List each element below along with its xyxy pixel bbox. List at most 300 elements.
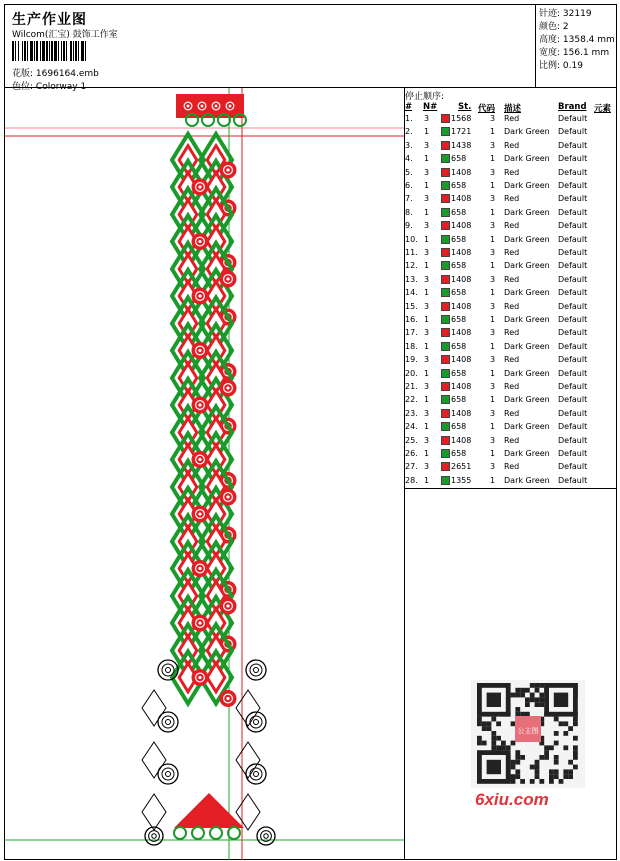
row-code: 1	[490, 395, 496, 405]
row-index: 1.	[405, 114, 413, 123]
row-n: 1	[424, 261, 430, 271]
colorway-label: 色位:	[12, 82, 34, 92]
flower-center	[215, 105, 218, 108]
qr-module	[539, 697, 544, 702]
row-stitches: 658	[451, 234, 467, 244]
table-row	[405, 315, 617, 328]
qr-module	[487, 721, 492, 726]
row-desc: Red	[504, 462, 520, 472]
row-desc: Red	[504, 140, 520, 150]
qr-module	[535, 769, 540, 774]
qr-module	[491, 745, 496, 750]
row-code: 3	[490, 328, 496, 338]
row-brand: Default	[558, 395, 588, 405]
qr-module	[520, 688, 525, 693]
row-code: 1	[490, 234, 496, 244]
qr-module	[539, 683, 544, 688]
row-stitches: 1355	[451, 475, 472, 485]
row-stitches: 658	[451, 154, 467, 164]
row-brand: Default	[558, 114, 588, 123]
qr-module	[520, 755, 525, 760]
row-code: 3	[490, 435, 496, 445]
color-swatch	[441, 355, 450, 364]
outline-flower-ring	[250, 768, 262, 780]
qr-finder	[487, 760, 501, 774]
row-stitches: 1408	[451, 408, 472, 418]
row-brand: Default	[558, 127, 588, 137]
color-swatch	[441, 342, 450, 351]
qr-module	[511, 741, 516, 746]
table-row	[405, 422, 617, 435]
row-code: 1	[490, 368, 496, 378]
specs-panel	[536, 4, 617, 88]
row-brand: Default	[558, 408, 588, 418]
outline-flower	[158, 764, 178, 784]
spec-width: 宽度: 156.1 mm	[539, 48, 610, 58]
row-code: 3	[490, 382, 496, 391]
col-element: 元素	[594, 104, 612, 114]
row-n: 3	[424, 301, 430, 311]
row-desc: Dark Green	[504, 261, 550, 271]
row-n: 1	[424, 422, 430, 432]
color-swatch	[441, 114, 450, 123]
row-index: 19.	[405, 355, 418, 365]
outline-flower-center	[264, 834, 269, 839]
table-row	[405, 342, 617, 355]
row-code: 1	[490, 261, 496, 271]
qr-module	[515, 760, 520, 765]
qr-module	[573, 750, 578, 755]
row-stitches: 1408	[451, 274, 472, 284]
table-row	[405, 302, 617, 315]
row-n: 3	[424, 435, 430, 445]
row-stitches: 1408	[451, 355, 472, 365]
outline-flower-center	[166, 720, 171, 725]
barcode	[12, 41, 120, 61]
row-desc: Dark Green	[504, 181, 550, 190]
row-brand: Default	[558, 422, 588, 432]
qr-module	[568, 760, 573, 765]
row-desc: Dark Green	[504, 368, 550, 378]
outline-flower-ring	[162, 716, 174, 728]
row-index: 9.	[405, 221, 413, 231]
color-swatch	[441, 422, 450, 431]
color-swatch	[441, 409, 450, 418]
color-swatch	[441, 315, 450, 324]
row-desc: Red	[504, 435, 520, 445]
qr-module	[573, 721, 578, 726]
row-n: 1	[424, 181, 430, 190]
row-desc: Dark Green	[504, 395, 550, 405]
qr-module	[554, 760, 559, 765]
row-index: 8.	[405, 207, 413, 217]
qr-module	[491, 731, 496, 736]
bottom-cap	[174, 793, 244, 828]
row-stitches: 658	[451, 261, 467, 271]
row-index: 13.	[405, 274, 418, 284]
row-brand: Default	[558, 288, 588, 298]
bottom-ring	[210, 827, 222, 839]
qr-module	[544, 755, 549, 760]
outline-flower-center	[166, 668, 171, 673]
qr-module	[559, 721, 564, 726]
row-code: 3	[490, 140, 496, 150]
flower-center	[226, 495, 229, 498]
qr-module	[515, 755, 520, 760]
row-stitches: 1408	[451, 382, 472, 391]
row-desc: Dark Green	[504, 288, 550, 298]
row-n: 3	[424, 355, 430, 365]
qr-module	[491, 736, 496, 741]
row-stitches: 1408	[451, 167, 472, 177]
qr-module	[535, 697, 540, 702]
table-row	[405, 328, 617, 341]
qr-module	[525, 688, 530, 693]
qr-module	[530, 765, 535, 770]
row-index: 26.	[405, 449, 418, 458]
row-desc: Red	[504, 167, 520, 177]
qr-module	[539, 693, 544, 698]
qr-module	[535, 683, 540, 688]
flower-center	[226, 168, 229, 171]
row-code: 3	[490, 167, 496, 177]
table-row	[405, 154, 617, 167]
outline-flower	[246, 660, 266, 680]
qr-module	[511, 760, 516, 765]
color-swatch	[441, 154, 450, 163]
outline-flower-ring	[162, 664, 174, 676]
row-index: 10.	[405, 234, 418, 244]
qr-finder	[554, 693, 568, 707]
flower-center	[226, 277, 229, 280]
row-brand: Default	[558, 475, 588, 485]
qr-module	[554, 769, 559, 774]
col-stitches: St.	[458, 102, 472, 112]
row-brand: Default	[558, 274, 588, 284]
row-code: 1	[490, 315, 496, 324]
row-stitches: 658	[451, 288, 467, 298]
row-index: 25.	[405, 435, 418, 445]
table-row	[405, 275, 617, 288]
qr-module	[477, 721, 482, 726]
row-code: 1	[490, 475, 496, 485]
row-brand: Default	[558, 181, 588, 190]
row-n: 1	[424, 475, 430, 485]
row-brand: Default	[558, 301, 588, 311]
row-desc: Red	[504, 355, 520, 365]
qr-module	[535, 688, 540, 693]
qr-module	[501, 741, 506, 746]
outline-diamond	[142, 794, 166, 830]
outline-flower-center	[254, 668, 259, 673]
table-row	[405, 194, 617, 207]
row-desc: Dark Green	[504, 475, 550, 485]
flower-center	[198, 240, 201, 243]
flower-center	[198, 294, 201, 297]
qr-module	[515, 750, 520, 755]
row-index: 3.	[405, 140, 413, 150]
row-n: 1	[424, 395, 430, 405]
design-label: 花版:	[12, 69, 34, 79]
watermark-brand: 6xiu.com	[475, 790, 549, 809]
qr-module	[568, 726, 573, 731]
row-desc: Red	[504, 248, 520, 257]
row-code: 3	[490, 221, 496, 231]
color-swatch	[441, 194, 450, 203]
row-n: 3	[424, 221, 430, 231]
qr-finder	[487, 693, 501, 707]
flower-center	[201, 105, 204, 108]
row-code: 1	[490, 422, 496, 432]
row-brand: Default	[558, 355, 588, 365]
bottom-ring	[192, 827, 204, 839]
qr-module	[554, 774, 559, 779]
row-n: 1	[424, 315, 430, 324]
qr-module	[511, 721, 516, 726]
row-n: 3	[424, 462, 430, 472]
qr-module	[525, 702, 530, 707]
table-row	[405, 462, 617, 475]
row-code: 1	[490, 127, 496, 137]
row-code: 3	[490, 355, 496, 365]
table-row	[405, 168, 617, 181]
row-index: 23.	[405, 408, 418, 418]
row-index: 7.	[405, 194, 413, 204]
row-stitches: 1408	[451, 248, 472, 257]
row-brand: Default	[558, 328, 588, 338]
row-index: 20.	[405, 368, 418, 378]
qr-module	[554, 731, 559, 736]
row-n: 3	[424, 194, 430, 204]
spec-height: 高度: 1358.4 mm	[539, 35, 615, 45]
qr-module	[539, 779, 544, 784]
qr-module	[520, 779, 525, 784]
outline-flower-center	[254, 772, 259, 777]
row-desc: Red	[504, 301, 520, 311]
qr-module	[511, 779, 516, 784]
row-index: 28.	[405, 475, 418, 485]
qr-module	[530, 779, 535, 784]
row-desc: Dark Green	[504, 422, 550, 432]
row-brand: Default	[558, 449, 588, 458]
qr-module	[477, 736, 482, 741]
flower-center	[198, 567, 201, 570]
color-swatch	[441, 127, 450, 136]
row-n: 3	[424, 408, 430, 418]
table-row	[405, 355, 617, 368]
row-n: 1	[424, 368, 430, 378]
row-desc: Red	[504, 328, 520, 338]
row-stitches: 658	[451, 449, 467, 458]
bottom-ring	[228, 827, 240, 839]
color-swatch	[441, 369, 450, 378]
row-brand: Default	[558, 194, 588, 204]
flower-center	[198, 185, 201, 188]
qr-module	[520, 712, 525, 717]
row-n: 3	[424, 167, 430, 177]
row-stitches: 658	[451, 181, 467, 190]
row-n: 3	[424, 248, 430, 257]
qr-module	[487, 726, 492, 731]
row-brand: Default	[558, 261, 588, 271]
row-code: 1	[490, 449, 496, 458]
qr-module	[563, 769, 568, 774]
qr-module	[573, 765, 578, 770]
row-desc: Dark Green	[504, 127, 550, 137]
row-desc: Dark Green	[504, 449, 550, 458]
row-brand: Default	[558, 154, 588, 164]
qr-module	[496, 736, 501, 741]
outline-diamond	[236, 690, 260, 726]
table-row	[405, 114, 617, 127]
qr-module	[563, 721, 568, 726]
row-stitches: 1568	[451, 114, 472, 123]
qr-module	[530, 683, 535, 688]
row-brand: Default	[558, 167, 588, 177]
outline-flower	[158, 712, 178, 732]
row-n: 3	[424, 114, 430, 123]
colorway-value: Colorway 1	[35, 82, 87, 92]
qr-module	[477, 717, 482, 722]
outline-flower	[246, 764, 266, 784]
qr-module	[573, 717, 578, 722]
row-stitches: 658	[451, 341, 467, 351]
outline-flower-center	[254, 720, 259, 725]
qr-module	[496, 721, 501, 726]
outline-flower-ring	[162, 768, 174, 780]
qr-module	[515, 707, 520, 712]
qr-module	[515, 769, 520, 774]
sheet-title: 生产作业图	[12, 12, 87, 28]
row-index: 6.	[405, 181, 413, 190]
flower-center	[198, 676, 201, 679]
row-n: 1	[424, 288, 430, 298]
design-value: 1696164.emb	[35, 69, 99, 79]
row-stitches: 658	[451, 368, 467, 378]
row-code: 3	[490, 194, 496, 204]
color-swatch	[441, 168, 450, 177]
qr-module	[515, 688, 520, 693]
row-index: 4.	[405, 154, 413, 164]
qr-module	[482, 741, 487, 746]
bottom-ring	[174, 827, 186, 839]
row-n: 1	[424, 207, 430, 217]
row-code: 1	[490, 154, 496, 164]
row-code: 3	[490, 462, 496, 472]
qr-module	[554, 717, 559, 722]
color-swatch	[441, 328, 450, 337]
color-swatch	[441, 221, 450, 230]
color-swatch	[441, 395, 450, 404]
outline-flower-center	[152, 834, 157, 839]
table-row	[405, 221, 617, 234]
outline-diamond	[236, 742, 260, 778]
col-desc: 描述	[504, 104, 522, 114]
qr-module	[482, 726, 487, 731]
row-index: 16.	[405, 315, 418, 324]
outline-flower-ring	[250, 716, 262, 728]
spec-colors: 颜色: 2	[539, 22, 569, 32]
color-swatch	[441, 382, 450, 391]
qr-module	[554, 755, 559, 760]
qr-module	[535, 760, 540, 765]
spec-scale: 比例: 0.19	[539, 61, 583, 71]
spec-stitches: 针迹: 32119	[539, 9, 592, 19]
row-brand: Default	[558, 382, 588, 391]
color-swatch	[441, 181, 450, 190]
row-n: 3	[424, 140, 430, 150]
header-panel	[4, 4, 536, 92]
row-brand: Default	[558, 341, 588, 351]
row-n: 3	[424, 274, 430, 284]
outline-flower	[257, 827, 275, 845]
qr-module	[511, 774, 516, 779]
row-desc: Red	[504, 274, 520, 284]
qr-module	[549, 745, 554, 750]
qr-module	[554, 741, 559, 746]
flower-center	[229, 105, 232, 108]
row-desc: Dark Green	[504, 207, 550, 217]
qr-module	[539, 755, 544, 760]
row-desc: Dark Green	[504, 341, 550, 351]
row-n: 3	[424, 382, 430, 391]
qr-module	[511, 693, 516, 698]
row-index: 21.	[405, 382, 418, 391]
qr-module	[530, 693, 535, 698]
color-swatch	[441, 436, 450, 445]
table-row	[405, 449, 617, 462]
qr-module	[530, 697, 535, 702]
row-index: 5.	[405, 167, 413, 177]
qr-module	[559, 779, 564, 784]
qr-module	[491, 717, 496, 722]
qr-code	[471, 680, 585, 788]
qr-module	[535, 774, 540, 779]
qr-module	[482, 721, 487, 726]
table-row	[405, 141, 617, 154]
row-stitches: 658	[451, 207, 467, 217]
row-index: 22.	[405, 395, 418, 405]
table-row	[405, 208, 617, 221]
row-code: 3	[490, 408, 496, 418]
color-swatch	[441, 302, 450, 311]
color-swatch	[441, 208, 450, 217]
row-index: 18.	[405, 341, 418, 351]
col-index: #	[405, 102, 413, 112]
row-brand: Default	[558, 435, 588, 445]
qr-module	[535, 702, 540, 707]
row-desc: Red	[504, 408, 520, 418]
qr-module	[549, 779, 554, 784]
row-code: 3	[490, 301, 496, 311]
row-brand: Default	[558, 368, 588, 378]
color-swatch	[441, 462, 450, 471]
row-brand: Default	[558, 140, 588, 150]
qr-module	[568, 769, 573, 774]
row-n: 1	[424, 234, 430, 244]
row-n: 3	[424, 328, 430, 338]
qr-module	[515, 774, 520, 779]
design-file	[12, 66, 99, 79]
row-index: 14.	[405, 288, 418, 298]
row-stitches: 658	[451, 422, 467, 432]
row-stitches: 1408	[451, 301, 472, 311]
table-row	[405, 127, 617, 140]
row-desc: Dark Green	[504, 234, 550, 244]
row-stitches: 1408	[451, 194, 472, 204]
qr-module	[506, 745, 511, 750]
table-row	[405, 261, 617, 274]
